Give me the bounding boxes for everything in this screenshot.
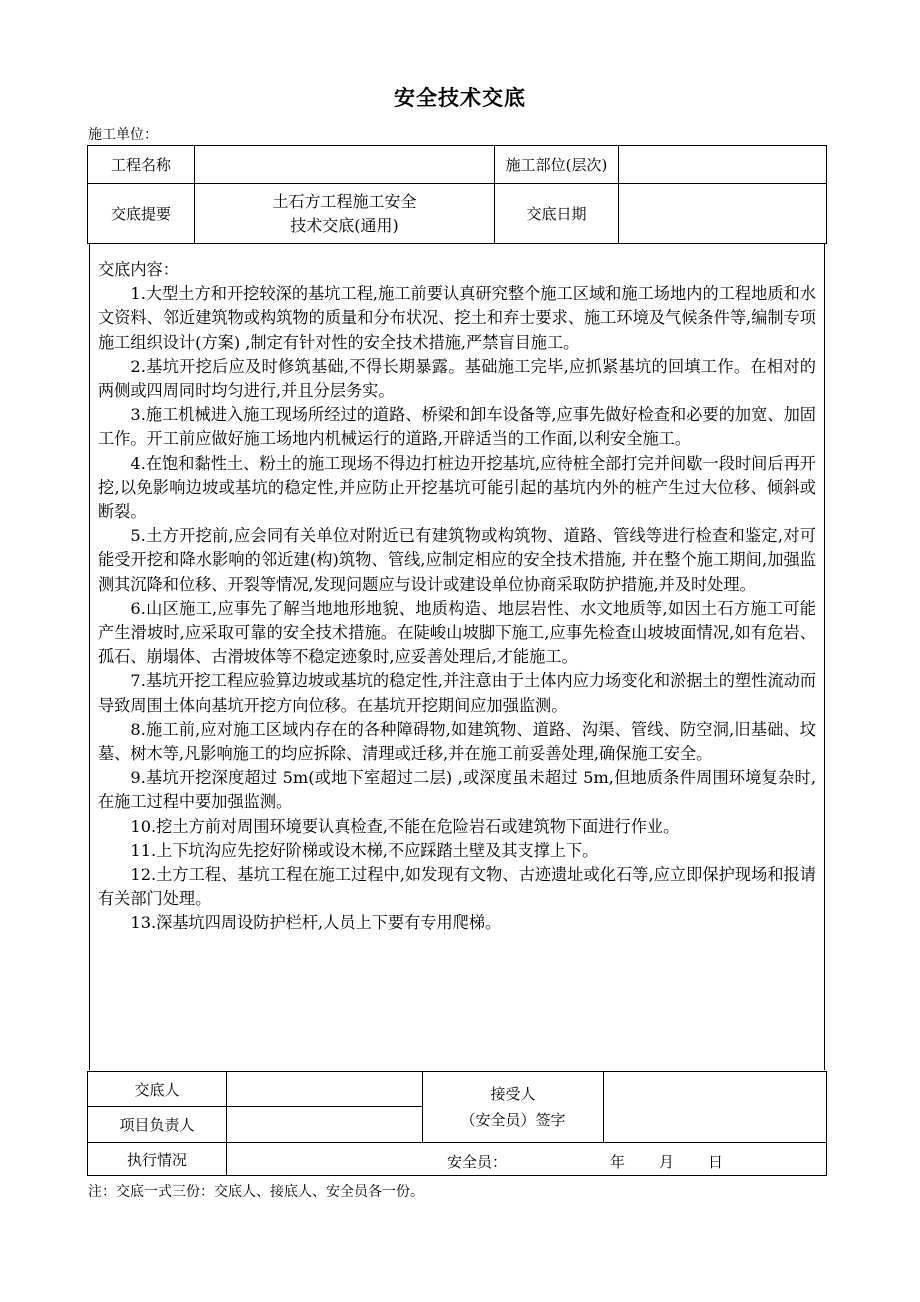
- discloser-label: 交底人: [88, 1072, 227, 1107]
- summary-value: [195, 184, 495, 244]
- location-label: 施工部位(层次): [495, 146, 619, 184]
- content-section: [89, 244, 825, 1070]
- content-item: 10.挖土方前对周围环境要认真检查,不能在危险岩石或建筑物下面进行作业。: [130, 816, 680, 836]
- content-item: 2.基坑开挖后应及时修筑基础,不得长期暴露。基础施工完毕,应抓紧基坑的回填工作。在相对的两侧或四周同时均匀进行,并且分层务实。: [98, 356, 816, 401]
- footnote: 注：交底一式三份：交底人、接底人、安全员各一份。: [88, 1184, 424, 1200]
- execution-field[interactable]: [227, 1143, 827, 1176]
- document-title: 安全技术交底: [394, 85, 526, 110]
- manager-label: 项目负责人: [88, 1107, 227, 1143]
- content-item: 9.基坑开挖深度超过 5m(或地下室超过二层) ,或深度虽未超过 5m,但地质条件周围环境复杂时,在施工过程中要加强监测。: [98, 768, 816, 812]
- discloser-field[interactable]: [227, 1072, 423, 1107]
- content-item: 7.基坑开挖工程应验算边坡或基坑的稳定性,并注意由于土体内应力场变化和淤据土的塑性流动而导致周围土体向基坑开挖方向位移。在基坑开挖期间应加强监测。: [98, 671, 816, 715]
- content-item: 8.施工前,应对施工区域内存在的各种障碍物,如建筑物、道路、沟渠、管线、防空洞,旧基础、坟墓、树木等,凡影响施工的均应拆除、清理或迁移,并在施工前妥善处理,确保施工安全。: [98, 719, 816, 764]
- receiver-label: [423, 1072, 604, 1143]
- project-name-field[interactable]: [195, 146, 495, 184]
- content-label: 交底内容：: [98, 260, 179, 279]
- content-item: 1.大型土方和开挖较深的基坑工程,施工前要认真研究整个施工区域和施工场地内的工程地质和水文资料、邻近建筑物或构筑物的质量和分布状况、挖土和弃士要求、施工环境及气候条件等,编制专项施工组织设计(方案) ,制定有针对性的安全技术措施,严禁盲目施工。: [98, 284, 816, 352]
- receiver-line-1: 接受人: [490, 1085, 536, 1103]
- receiver-signature-field[interactable]: [604, 1072, 827, 1143]
- header-table: [87, 145, 827, 244]
- content-item: 5.土方开挖前,应会同有关单位对附近已有建筑物或构筑物、道路、管线等进行检查和鉴定,对可能受开挖和降水影响的邻近建(构)筑物、管线,应制定相应的安全技术措施, 并在整个施工期间,加强监测其沉降和位移、开裂等情况,发现问题应与设计或建设单位协商采取防护措施,并及时处理。: [98, 526, 816, 594]
- manager-field[interactable]: [227, 1107, 423, 1143]
- date-label: 交底日期: [495, 184, 619, 244]
- construction-unit-label: 施工单位：: [88, 127, 158, 143]
- month-label: 月: [659, 1153, 675, 1171]
- receiver-line-2: （安全员）签字: [460, 1111, 566, 1129]
- content-item: 11.上下坑沟应先挖好阶梯或设木梯,不应踩踏土壁及其支撑上下。: [130, 840, 599, 860]
- summary-line-1: 土石方工程施工安全: [272, 191, 417, 211]
- safety-officer-label: 安全员：: [447, 1153, 508, 1171]
- execution-label: 执行情况: [88, 1143, 227, 1176]
- content-item: 6.山区施工,应事先了解当地地形地貌、地质构造、地层岩性、水文地质等,如因土石方施工可能产生滑坡时,应采取可靠的安全技术措施。在陡峻山坡脚下施工,应事先检查山坡坡面情况,如有危岩、孤石、崩塌体、古滑坡体等不稳定迹象时,应妥善处理后,才能施工。: [98, 598, 816, 667]
- year-label: 年: [610, 1153, 626, 1171]
- content-item: 3.施工机械进入施工现场所经过的道路、桥梁和卸车设备等,应事先做好检查和必要的加宽、加固工作。开工前应做好施工场地内机械运行的道路,开辟适当的工作面,以利安全施工。: [98, 405, 816, 449]
- summary-line-2: 技术交底(通用): [290, 215, 399, 235]
- summary-label: 交底提要: [88, 184, 195, 244]
- content-item: 13.深基坑四周设防护栏杆,人员上下要有专用爬梯。: [130, 913, 502, 933]
- content-item: 4.在饱和黏性土、粉土的施工现场不得边打桩边开挖基坑,应待桩全部打完并间歇一段时间后再开挖,以免影响边坡或基坑的稳定性,并应防止开挖基坑可能引起的基坑内外的桩产生过大位移、倾斜或断裂。: [98, 453, 816, 522]
- content-item: 12.土方工程、基坑工程在施工过程中,如发现有文物、古迹遗址或化石等,应立即保护现场和报请有关部门处理。: [98, 865, 816, 909]
- location-field[interactable]: [619, 146, 827, 184]
- day-label: 日: [708, 1153, 724, 1171]
- date-field[interactable]: [619, 184, 827, 244]
- project-name-label: 工程名称: [88, 146, 195, 184]
- signature-table: [87, 1071, 827, 1176]
